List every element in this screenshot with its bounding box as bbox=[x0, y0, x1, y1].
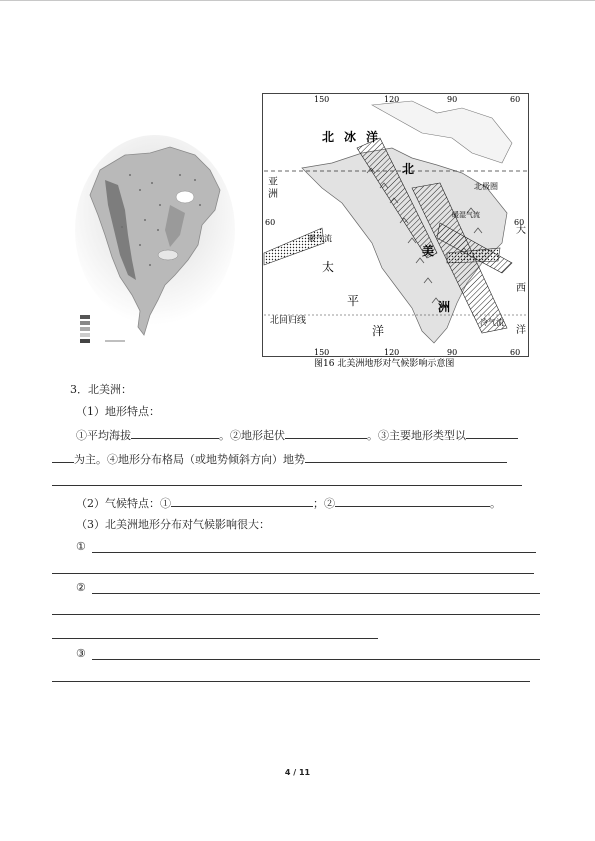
lon-top-120: 120 bbox=[384, 95, 400, 104]
q1-part-c: 。③主要地形类型以 bbox=[367, 429, 466, 442]
answer-blank-climate-2[interactable] bbox=[335, 495, 490, 507]
question-1-title: （1）地形特点： bbox=[76, 405, 160, 418]
relief-map-svg bbox=[70, 135, 240, 350]
label-tropic-of-cancer: 北回归线 bbox=[270, 316, 307, 326]
answer-marker-1: ① bbox=[76, 540, 86, 553]
lon-top-60: 60 bbox=[510, 95, 521, 104]
answer-marker-2: ② bbox=[76, 581, 86, 594]
north-america-relief-map bbox=[70, 135, 240, 350]
label-da: 大 bbox=[516, 225, 526, 236]
lon-top-150: 150 bbox=[314, 95, 330, 104]
label-arctic-circle: 北极圈 bbox=[474, 182, 498, 191]
answer-blank-landform-type[interactable] bbox=[466, 427, 518, 439]
label-mzhou: 洲 bbox=[438, 300, 451, 314]
label-pacific-yang: 洋 bbox=[372, 324, 385, 338]
answer-blank-relief[interactable] bbox=[285, 427, 367, 439]
question-1-line-2 bbox=[52, 451, 507, 467]
q1-part-d: 为主。④地形分布格局（或地势倾斜方向）地势 bbox=[74, 453, 305, 466]
question-2-line bbox=[76, 495, 501, 511]
lon-bottom-120: 120 bbox=[384, 348, 400, 357]
q1-part-b: 。②地形起伏 bbox=[219, 429, 285, 442]
label-ping: 平 bbox=[347, 294, 360, 308]
answer-line-1b[interactable] bbox=[52, 573, 534, 574]
answer-line-3b[interactable] bbox=[52, 681, 530, 682]
label-bei2: 北 bbox=[402, 162, 415, 176]
map-caption: 图16 北美洲地形对气候影响示意图 bbox=[314, 359, 455, 368]
q2-part-b: ；② bbox=[313, 497, 335, 510]
q2-part-c: 。 bbox=[490, 497, 501, 510]
lon-bottom-60: 60 bbox=[510, 348, 521, 357]
question-3-title: （3）北美洲地形分布对气候影响很大： bbox=[76, 518, 270, 531]
lon-bottom-90: 90 bbox=[447, 348, 458, 357]
label-cold-flow: 冷气流 bbox=[480, 318, 504, 327]
answer-blank-altitude[interactable] bbox=[131, 427, 219, 439]
lat-right-60: 60 bbox=[514, 218, 525, 227]
label-mei: 美 bbox=[422, 244, 435, 258]
label-warm-flow: 暖气流 bbox=[308, 234, 332, 243]
question-1-line-1 bbox=[76, 427, 518, 443]
answer-blank-climate-1[interactable] bbox=[171, 495, 313, 507]
answer-line-2a[interactable] bbox=[92, 593, 540, 594]
label-humid-flow: 暖湿气流 bbox=[452, 211, 480, 219]
lon-bottom-150: 150 bbox=[314, 348, 330, 357]
terrain-climate-map bbox=[262, 93, 530, 368]
page-top-border bbox=[0, 0, 595, 1]
answer-line-1a[interactable] bbox=[92, 552, 536, 553]
q2-part-a: （2）气候特点：① bbox=[76, 497, 171, 510]
label-bei: 北 bbox=[322, 130, 335, 144]
label-xi: 西 bbox=[516, 283, 526, 294]
label-bing: 冰 bbox=[344, 130, 357, 144]
answer-line-2b[interactable] bbox=[52, 614, 540, 615]
answer-line-terrain-pattern-cont[interactable] bbox=[52, 485, 522, 486]
label-atlantic-yang: 洋 bbox=[516, 325, 526, 336]
label-zhou: 洲 bbox=[268, 189, 278, 200]
climate-map-svg bbox=[262, 93, 530, 368]
lat-left-60: 60 bbox=[265, 218, 276, 227]
label-ya: 亚 bbox=[268, 177, 278, 188]
lon-top-90: 90 bbox=[447, 95, 458, 104]
answer-blank-terrain-pattern[interactable] bbox=[305, 451, 507, 463]
section-heading: 3．北美洲： bbox=[70, 383, 132, 396]
answer-line-2c[interactable] bbox=[52, 638, 378, 639]
label-tai: 太 bbox=[322, 260, 335, 274]
answer-marker-3: ③ bbox=[76, 647, 86, 660]
answer-blank-landform-type-cont[interactable] bbox=[52, 451, 74, 463]
q1-part-a: ①平均海拔 bbox=[76, 429, 131, 442]
answer-line-3a[interactable] bbox=[92, 659, 540, 660]
page-number: 4 / 11 bbox=[284, 768, 311, 777]
label-yang: 洋 bbox=[366, 130, 379, 144]
